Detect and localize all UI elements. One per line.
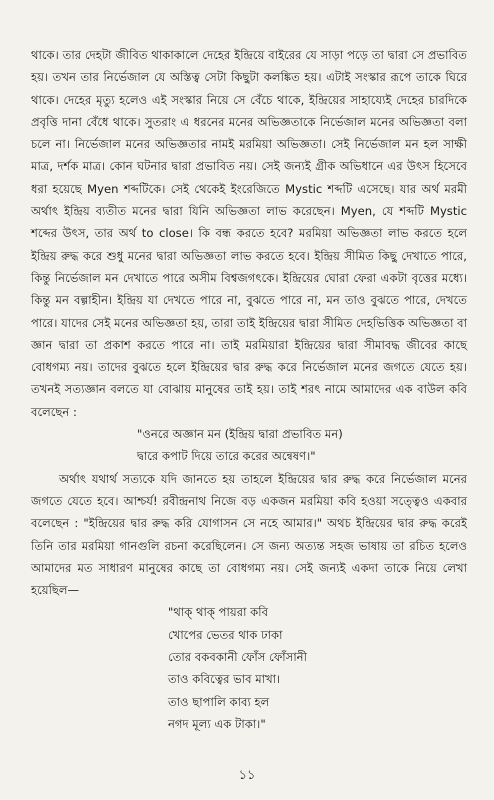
poem-line: "থাক্ থাক্ পায়রা কবি <box>168 605 269 620</box>
poem-line: তাও ছাপালি কাব্য হল <box>168 694 270 709</box>
page-body <box>31 44 467 735</box>
poem-line: খোপের ভেতর থাক ঢাকা <box>168 627 283 642</box>
quote-line: দ্বারে কপাট দিয়ে তারে করের অন্বেষণ।" <box>137 449 316 464</box>
paragraph-rabindranath: অর্থাৎ যথার্থ সত্যকে যদি জানতে হয় তাহলে ইন্দ্রিয়ের দ্বার রুদ্ধ করে নির্ভেজাল মনের জগতে যেতে হবে। আশ্চর্য! রবীন্দ্রনাথ নিজে বড় একজন মরমিয়া কবি হওয়া সত্ত্বেও একবার বলেছেন : "ইন্দ্রিয়ের দ্বার রুদ্ধ করি যোগাসন সে নহে আমার।" অথচ ইন্দ্রিয়ের দ্বার রুদ্ধ করেই তিনি তার মরমিয়া গানগুলি রচনা করেছিলেন। সে জন্য অত্যন্ত সহজ ভাষায় তা রচিত হলেও আমাদের মত সাধারণ মানুষের কাছে তা বোধগম্য নয়। সেই জন্যই একদা তাকে নিয়ে লেখা হয়েছিল— <box>31 471 467 598</box>
page-number: ১১ <box>238 768 256 783</box>
quote-line: "ওনরে অজ্ঞান মন (ইন্দ্রিয় দ্বারা প্রভাবিত মন) <box>137 427 343 442</box>
poem-line: নগদ মূল্য এক টাকা।" <box>168 716 266 731</box>
paragraph-mystic-experience: থাকে। তার দেহটা জীবিত থাকাকালে দেহের ইন্দ্রিয়ে বাইরের যে সাড়া পড়ে তা দ্বারা সে প্রভাবিত হয়। তখন তার নির্ভেজাল যে অস্তিত্ব সেটা কিছুটা কলঙ্কিত হয়। এটাই সংস্কার রূপে তাকে ঘিরে থাকে। দেহের মৃত্যু হলেও এই সংস্কার নিয়ে সে বেঁচে থাকে, ইন্দ্রিয়ের সাহায্যেই দেহের চারদিকে প্রবৃত্তি দানা বেঁধে থাকে। সুতরাং এ ধরনের মনের অভিজ্ঞতাকে নির্ভেজাল মনের অভিজ্ঞতা বলা চলে না। নির্ভেজাল মনের অভিজ্ঞতার নামই মরমিয়া অভিজ্ঞতা। সেই নির্ভেজাল মন হল সাক্ষী মাত্র, দর্শক মাত্র। কোন ঘটনার দ্বারা প্রভাবিত নয়। সেই জন্যই গ্রীক অভিধানে এর উৎস হিসেবে ধরা হয়েছে Myen শব্দটিকে। সেই থেকেই ইংরেজিতে Mystic শব্দটি এসেছে। যার অর্থ মরমী অর্থাৎ ইন্দ্রিয় ব্যতীত মনের দ্বারা যিনি অভিজ্ঞতা লাভ করেছেন। Myen, যে শব্দটি Mystic শব্দের উৎস, তার অর্থ to close। কি বন্ধ করতে হবে? মরমিয়া অভিজ্ঞতা লাভ করতে হলে ইন্দ্রিয় রুদ্ধ করে শুধু মনের দ্বারা অভিজ্ঞতা লাভ করতে হবে। ইন্দ্রিয় সীমিত কিছু দেখাতে পারে, কিন্তু নির্ভেজাল মন দেখাতে পারে অসীম বিশ্বজগৎকে। ইন্দ্রিয়ের ঘোরা ফেরা একটা বৃত্তের মধ্যে। কিন্তু মন বল্গাহীন। ইন্দ্রিয় যা দেখতে পারে না, বুঝতে পারে না, মন তাও বুঝতে পারে, দেখতে পারে। যাদের সেই মনের অভিজ্ঞতা হয়, তারা তাই ইন্দ্রিয়ের দ্বারা সীমিত দেহভিত্তিক অভিজ্ঞতা বা জ্ঞান দ্বারা তা প্রকাশ করতে পারে না। তাই মরমিয়ারা ইন্দ্রিয়ের দ্বারা সীমাবদ্ধ জীবের কাছে বোধগম্য নয়। তাদের বুঝতে হলে ইন্দ্রিয়ের দ্বার রুদ্ধ করে নির্ভেজাল মনের জগতে যেতে হয়। তখনই সত্যজ্ঞান বলতে যা বোঝায় মানুষের তাই হয়। তাই শরৎ নামে আমাদের এক বাউল কবি বলেছেন : <box>31 48 467 419</box>
poem-line: তাও কবিত্বের ভাব মাখা। <box>168 672 281 687</box>
poem-line: তোর বকবকানী ফোঁস ফোঁসানী <box>168 650 307 665</box>
satirical-poem <box>31 601 467 735</box>
baul-song-quote <box>31 423 467 468</box>
